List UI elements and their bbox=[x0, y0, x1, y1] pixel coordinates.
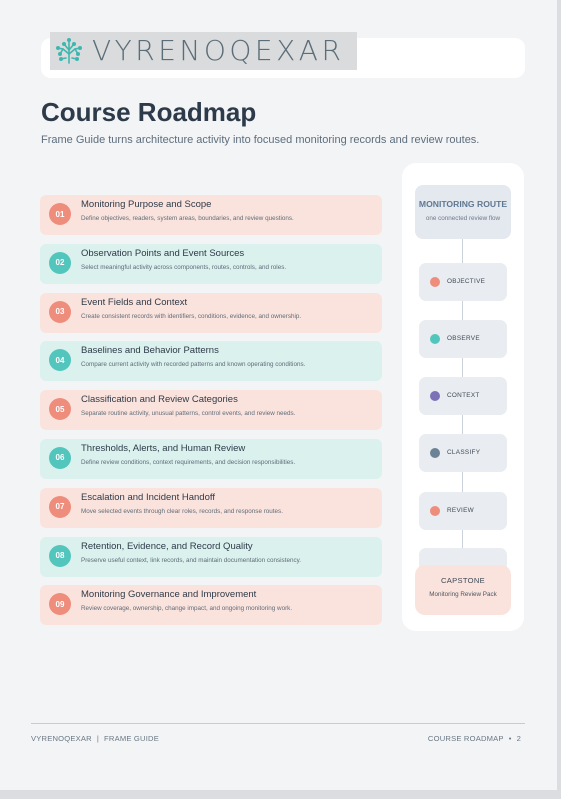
module-number-badge: 09 bbox=[49, 593, 71, 615]
step-dot-icon bbox=[430, 506, 440, 516]
module-description: Compare current activity with recorded patterns and known operating conditions. bbox=[81, 361, 306, 369]
footer-right bbox=[428, 734, 521, 743]
step-dot-icon bbox=[430, 391, 440, 401]
route-header bbox=[415, 185, 511, 239]
module-number-badge: 03 bbox=[49, 301, 71, 323]
module-list bbox=[40, 195, 382, 634]
brain-tree-icon bbox=[54, 36, 84, 66]
module-description: Define review conditions, context requirements, and decision responsibilities. bbox=[81, 458, 296, 466]
footer-left bbox=[31, 734, 159, 743]
footer-brand: VYRENOQEXAR bbox=[31, 734, 92, 743]
module-description: Preserve useful context, link records, and maintain documentation consistency. bbox=[81, 556, 302, 564]
module-description: Define objectives, readers, system areas, boundaries, and review questions. bbox=[81, 215, 294, 222]
capstone-title: CAPSTONE bbox=[440, 576, 486, 585]
step-dot-icon bbox=[430, 277, 440, 287]
page-title: Course Roadmap bbox=[41, 97, 257, 127]
route-step-review bbox=[419, 492, 507, 530]
footer-section: COURSE ROADMAP bbox=[427, 734, 504, 743]
route-title: MONITORING ROUTE bbox=[418, 199, 508, 209]
module-description: Separate routine activity, unusual patterns, control events, and review needs. bbox=[81, 410, 296, 418]
module-number-badge: 04 bbox=[49, 349, 71, 371]
route-subtitle: one connected review flow bbox=[425, 215, 501, 222]
route-step-context bbox=[419, 377, 507, 415]
footer-guide: FRAME GUIDE bbox=[104, 734, 159, 743]
module-description: Create consistent records with identifiers, conditions, evidence, and ownership. bbox=[81, 312, 302, 320]
module-card bbox=[40, 390, 382, 430]
step-label: REVIEW bbox=[447, 507, 475, 514]
module-number-badge: 01 bbox=[49, 203, 71, 225]
step-label: OBSERVE bbox=[447, 335, 480, 342]
capstone-card bbox=[415, 565, 511, 615]
module-card bbox=[40, 195, 382, 235]
module-card bbox=[40, 439, 382, 479]
module-card bbox=[40, 293, 382, 333]
module-card bbox=[40, 244, 382, 284]
module-card bbox=[40, 585, 382, 625]
step-label: OBJECTIVE bbox=[447, 278, 486, 285]
module-description: Select meaningful activity across components, routes, controls, and roles. bbox=[81, 263, 287, 271]
module-description: Move selected events through clear roles, records, and response routes. bbox=[81, 507, 283, 515]
route-step-observe bbox=[419, 320, 507, 358]
step-label: CONTEXT bbox=[447, 392, 480, 399]
module-card bbox=[40, 488, 382, 528]
module-title: Observation Points and Event Sources bbox=[81, 247, 245, 259]
module-number-badge: 06 bbox=[49, 447, 71, 469]
module-card bbox=[40, 537, 382, 577]
route-step-classify bbox=[419, 434, 507, 472]
step-dot-icon bbox=[430, 448, 440, 458]
page-subtitle: Frame Guide turns architecture activity into focused monitoring records and review routes. bbox=[41, 134, 480, 146]
module-number-badge: 07 bbox=[49, 496, 71, 518]
step-label: CLASSIFY bbox=[447, 449, 481, 456]
module-title: Monitoring Governance and Improvement bbox=[81, 589, 257, 601]
capstone-subtitle: Monitoring Review Pack bbox=[429, 591, 497, 598]
module-title: Event Fields and Context bbox=[81, 296, 188, 308]
logo-text: VYRENOQEXAR bbox=[92, 34, 345, 67]
module-title: Escalation and Incident Handoff bbox=[81, 491, 215, 503]
page-number: 2 bbox=[516, 734, 521, 743]
module-title: Classification and Review Categories bbox=[81, 394, 238, 406]
module-number-badge: 08 bbox=[49, 545, 71, 567]
module-number-badge: 02 bbox=[49, 252, 71, 274]
module-title: Retention, Evidence, and Record Quality bbox=[81, 540, 253, 552]
footer-bullet: • bbox=[508, 734, 512, 743]
module-title: Thresholds, Alerts, and Human Review bbox=[81, 442, 246, 454]
module-description: Review coverage, ownership, change impact, and ongoing monitoring work. bbox=[81, 605, 293, 613]
route-step-objective bbox=[419, 263, 507, 301]
module-number-badge: 05 bbox=[49, 398, 71, 420]
module-title: Baselines and Behavior Patterns bbox=[81, 345, 219, 357]
module-card bbox=[40, 341, 382, 381]
footer-divider bbox=[31, 723, 525, 724]
brand-logo bbox=[50, 32, 357, 70]
module-title: Monitoring Purpose and Scope bbox=[81, 199, 212, 210]
footer-separator: | bbox=[96, 734, 100, 743]
step-dot-icon bbox=[430, 334, 440, 344]
